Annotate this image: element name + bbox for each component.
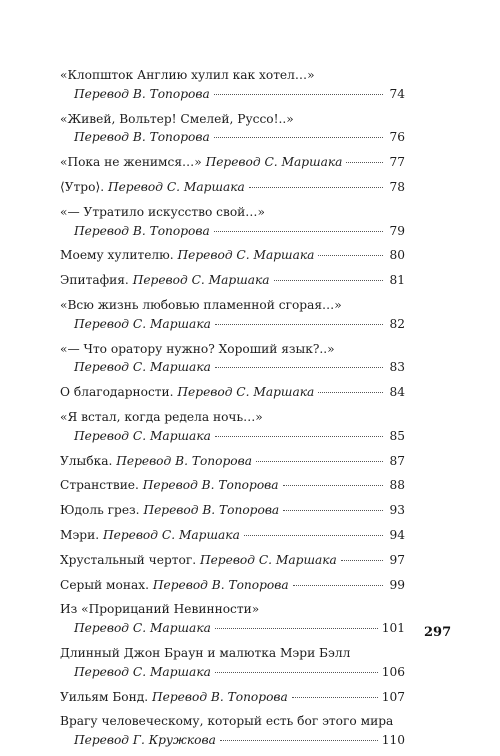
toc-entry bbox=[60, 153, 405, 172]
dot-leader bbox=[283, 485, 383, 486]
dot-leader bbox=[215, 367, 383, 368]
dot-leader bbox=[318, 255, 383, 256]
page-number: 82 bbox=[389, 316, 405, 331]
poem-title: Хрустальный чертог. bbox=[60, 552, 197, 567]
translator: Перевод С. Маршака bbox=[74, 621, 211, 636]
toc-entry bbox=[60, 271, 405, 290]
translator: Перевод С. Маршака bbox=[74, 316, 211, 331]
toc-line bbox=[60, 688, 405, 707]
translator: Перевод В. Топорова bbox=[142, 478, 279, 493]
translator: Перевод С. Маршака bbox=[205, 155, 343, 170]
toc-entry bbox=[60, 452, 405, 471]
toc-title-line bbox=[60, 340, 405, 359]
poem-title: О благодарности. bbox=[60, 385, 174, 400]
dot-leader bbox=[346, 162, 383, 163]
translator: Перевод В. Топорова bbox=[143, 503, 280, 518]
page-number: 110 bbox=[381, 733, 405, 748]
toc-title-line bbox=[60, 408, 405, 427]
toc-translator-line bbox=[60, 222, 405, 241]
page-number: 81 bbox=[389, 273, 405, 288]
toc-title-line bbox=[60, 203, 405, 222]
toc-title-line bbox=[60, 110, 405, 129]
dot-leader bbox=[215, 628, 378, 629]
toc-translator-line bbox=[60, 427, 405, 446]
dot-leader bbox=[214, 94, 383, 95]
toc-entry bbox=[60, 501, 405, 520]
translator: Перевод С. Маршака bbox=[177, 385, 315, 400]
toc-entry bbox=[60, 551, 405, 570]
toc-line bbox=[60, 452, 405, 471]
poem-title: «Живей, Вольтер! Смелей, Руссо!..» bbox=[60, 111, 294, 126]
toc-entry bbox=[60, 712, 405, 750]
poem-title: «Я встал, когда редела ночь…» bbox=[60, 409, 263, 424]
toc-title-line bbox=[60, 296, 405, 315]
dot-leader bbox=[256, 461, 383, 462]
translator: Перевод Г. Кружкова bbox=[74, 733, 216, 748]
toc-entry bbox=[60, 203, 405, 241]
page-number: 99 bbox=[389, 577, 405, 592]
toc-entry bbox=[60, 600, 405, 638]
page-number: 107 bbox=[381, 689, 405, 704]
toc-translator-line bbox=[60, 128, 405, 147]
dot-leader bbox=[318, 392, 383, 393]
translator: Перевод С. Маршака bbox=[74, 664, 211, 679]
page-number: 88 bbox=[389, 478, 405, 493]
toc-title-line bbox=[60, 712, 405, 731]
poem-title: Серый монах. bbox=[60, 577, 149, 592]
poem-title: «— Утратило искусство свой…» bbox=[60, 204, 265, 219]
toc-translator-line bbox=[60, 358, 405, 377]
toc-translator-line bbox=[60, 619, 405, 638]
page-number: 85 bbox=[389, 428, 405, 443]
toc-entry bbox=[60, 476, 405, 495]
page-number: 101 bbox=[381, 621, 405, 636]
translator: Перевод С. Маршака bbox=[102, 527, 240, 542]
toc-title-line bbox=[60, 66, 405, 85]
poem-title: Врагу человеческому, который есть бог этого мира bbox=[60, 714, 394, 729]
translator: Перевод В. Топорова bbox=[74, 223, 210, 238]
dot-leader bbox=[274, 280, 383, 281]
page-number: 87 bbox=[389, 453, 405, 468]
dot-leader bbox=[215, 436, 383, 437]
toc-translator-line bbox=[60, 85, 405, 104]
folio-page-number: 297 bbox=[424, 625, 452, 640]
toc-line bbox=[60, 526, 405, 545]
toc-entry bbox=[60, 644, 405, 682]
page-number: 93 bbox=[389, 503, 405, 518]
page-number: 79 bbox=[389, 223, 405, 238]
toc-line bbox=[60, 501, 405, 520]
poem-title: Из «Прорицаний Невинности» bbox=[60, 602, 260, 617]
toc-line bbox=[60, 383, 405, 402]
toc-line bbox=[60, 551, 405, 570]
page-number: 80 bbox=[389, 248, 405, 263]
toc-entry bbox=[60, 66, 405, 104]
translator: Перевод С. Маршака bbox=[177, 248, 315, 263]
toc-line bbox=[60, 476, 405, 495]
translator: Перевод В. Топорова bbox=[152, 689, 288, 704]
toc-entry bbox=[60, 340, 405, 378]
dot-leader bbox=[293, 585, 383, 586]
dot-leader bbox=[215, 324, 383, 325]
poem-title: «Клопшток Англию хулил как хотел…» bbox=[60, 68, 315, 82]
poem-title: «Пока не женимся…» bbox=[60, 155, 202, 170]
poem-title: Эпитафия. bbox=[60, 273, 129, 288]
page-number: 94 bbox=[389, 527, 405, 542]
page-number: 77 bbox=[389, 155, 405, 170]
translator: Перевод В. Топорова bbox=[74, 130, 210, 145]
poem-title: Уильям Бонд. bbox=[60, 689, 149, 704]
translator: Перевод С. Маршака bbox=[107, 179, 245, 194]
page-number: 84 bbox=[389, 385, 405, 400]
toc-line bbox=[60, 153, 405, 172]
toc-entry bbox=[60, 110, 405, 148]
poem-title: Странствие. bbox=[60, 478, 139, 493]
translator: Перевод В. Топорова bbox=[74, 86, 210, 101]
toc-entry bbox=[60, 383, 405, 402]
poem-title: Юдоль грез. bbox=[60, 503, 140, 518]
translator: Перевод С. Маршака bbox=[74, 428, 211, 443]
toc-line bbox=[60, 576, 405, 595]
page-number: 76 bbox=[389, 130, 405, 145]
toc-entry bbox=[60, 296, 405, 334]
poem-title: Улыбка. bbox=[60, 453, 113, 468]
toc-entry bbox=[60, 576, 405, 595]
page-number: 83 bbox=[389, 360, 405, 375]
toc-entry bbox=[60, 178, 405, 197]
toc-translator-line bbox=[60, 663, 405, 682]
translator: Перевод С. Маршака bbox=[199, 552, 337, 567]
toc-line bbox=[60, 246, 405, 265]
toc-translator-line bbox=[60, 731, 405, 750]
poem-title: Длинный Джон Браун и малютка Мэри Бэлл bbox=[60, 645, 351, 660]
dot-leader bbox=[220, 740, 378, 741]
dot-leader bbox=[341, 560, 383, 561]
page-number: 78 bbox=[389, 179, 405, 194]
poem-title: «— Что оратору нужно? Хороший язык?..» bbox=[60, 341, 335, 356]
toc-entry bbox=[60, 688, 405, 707]
page-number: 97 bbox=[389, 552, 405, 567]
poem-title: Мэри. bbox=[60, 527, 100, 542]
toc-line bbox=[60, 271, 405, 290]
dot-leader bbox=[292, 697, 378, 698]
dot-leader bbox=[244, 535, 383, 536]
table-of-contents bbox=[60, 66, 405, 756]
toc-title-line bbox=[60, 600, 405, 619]
page-number: 74 bbox=[389, 86, 405, 101]
poem-title: Моему хулителю. bbox=[60, 248, 174, 263]
dot-leader bbox=[249, 187, 383, 188]
translator: Перевод В. Топорова bbox=[152, 577, 289, 592]
toc-line bbox=[60, 178, 405, 197]
translator: Перевод С. Маршака bbox=[74, 360, 211, 375]
toc-translator-line bbox=[60, 315, 405, 334]
translator: Перевод С. Маршака bbox=[132, 273, 270, 288]
toc-entry bbox=[60, 526, 405, 545]
page-number: 106 bbox=[381, 664, 405, 679]
dot-leader bbox=[214, 137, 383, 138]
dot-leader bbox=[283, 510, 383, 511]
toc-entry bbox=[60, 246, 405, 265]
dot-leader bbox=[214, 231, 383, 232]
dot-leader bbox=[215, 672, 378, 673]
toc-title-line bbox=[60, 644, 405, 663]
poem-title: ⟨Утро⟩. bbox=[60, 179, 105, 194]
toc-entry bbox=[60, 408, 405, 446]
translator: Перевод В. Топорова bbox=[116, 453, 252, 468]
poem-title: «Всю жизнь любовью пламенной сгорая…» bbox=[60, 297, 342, 312]
